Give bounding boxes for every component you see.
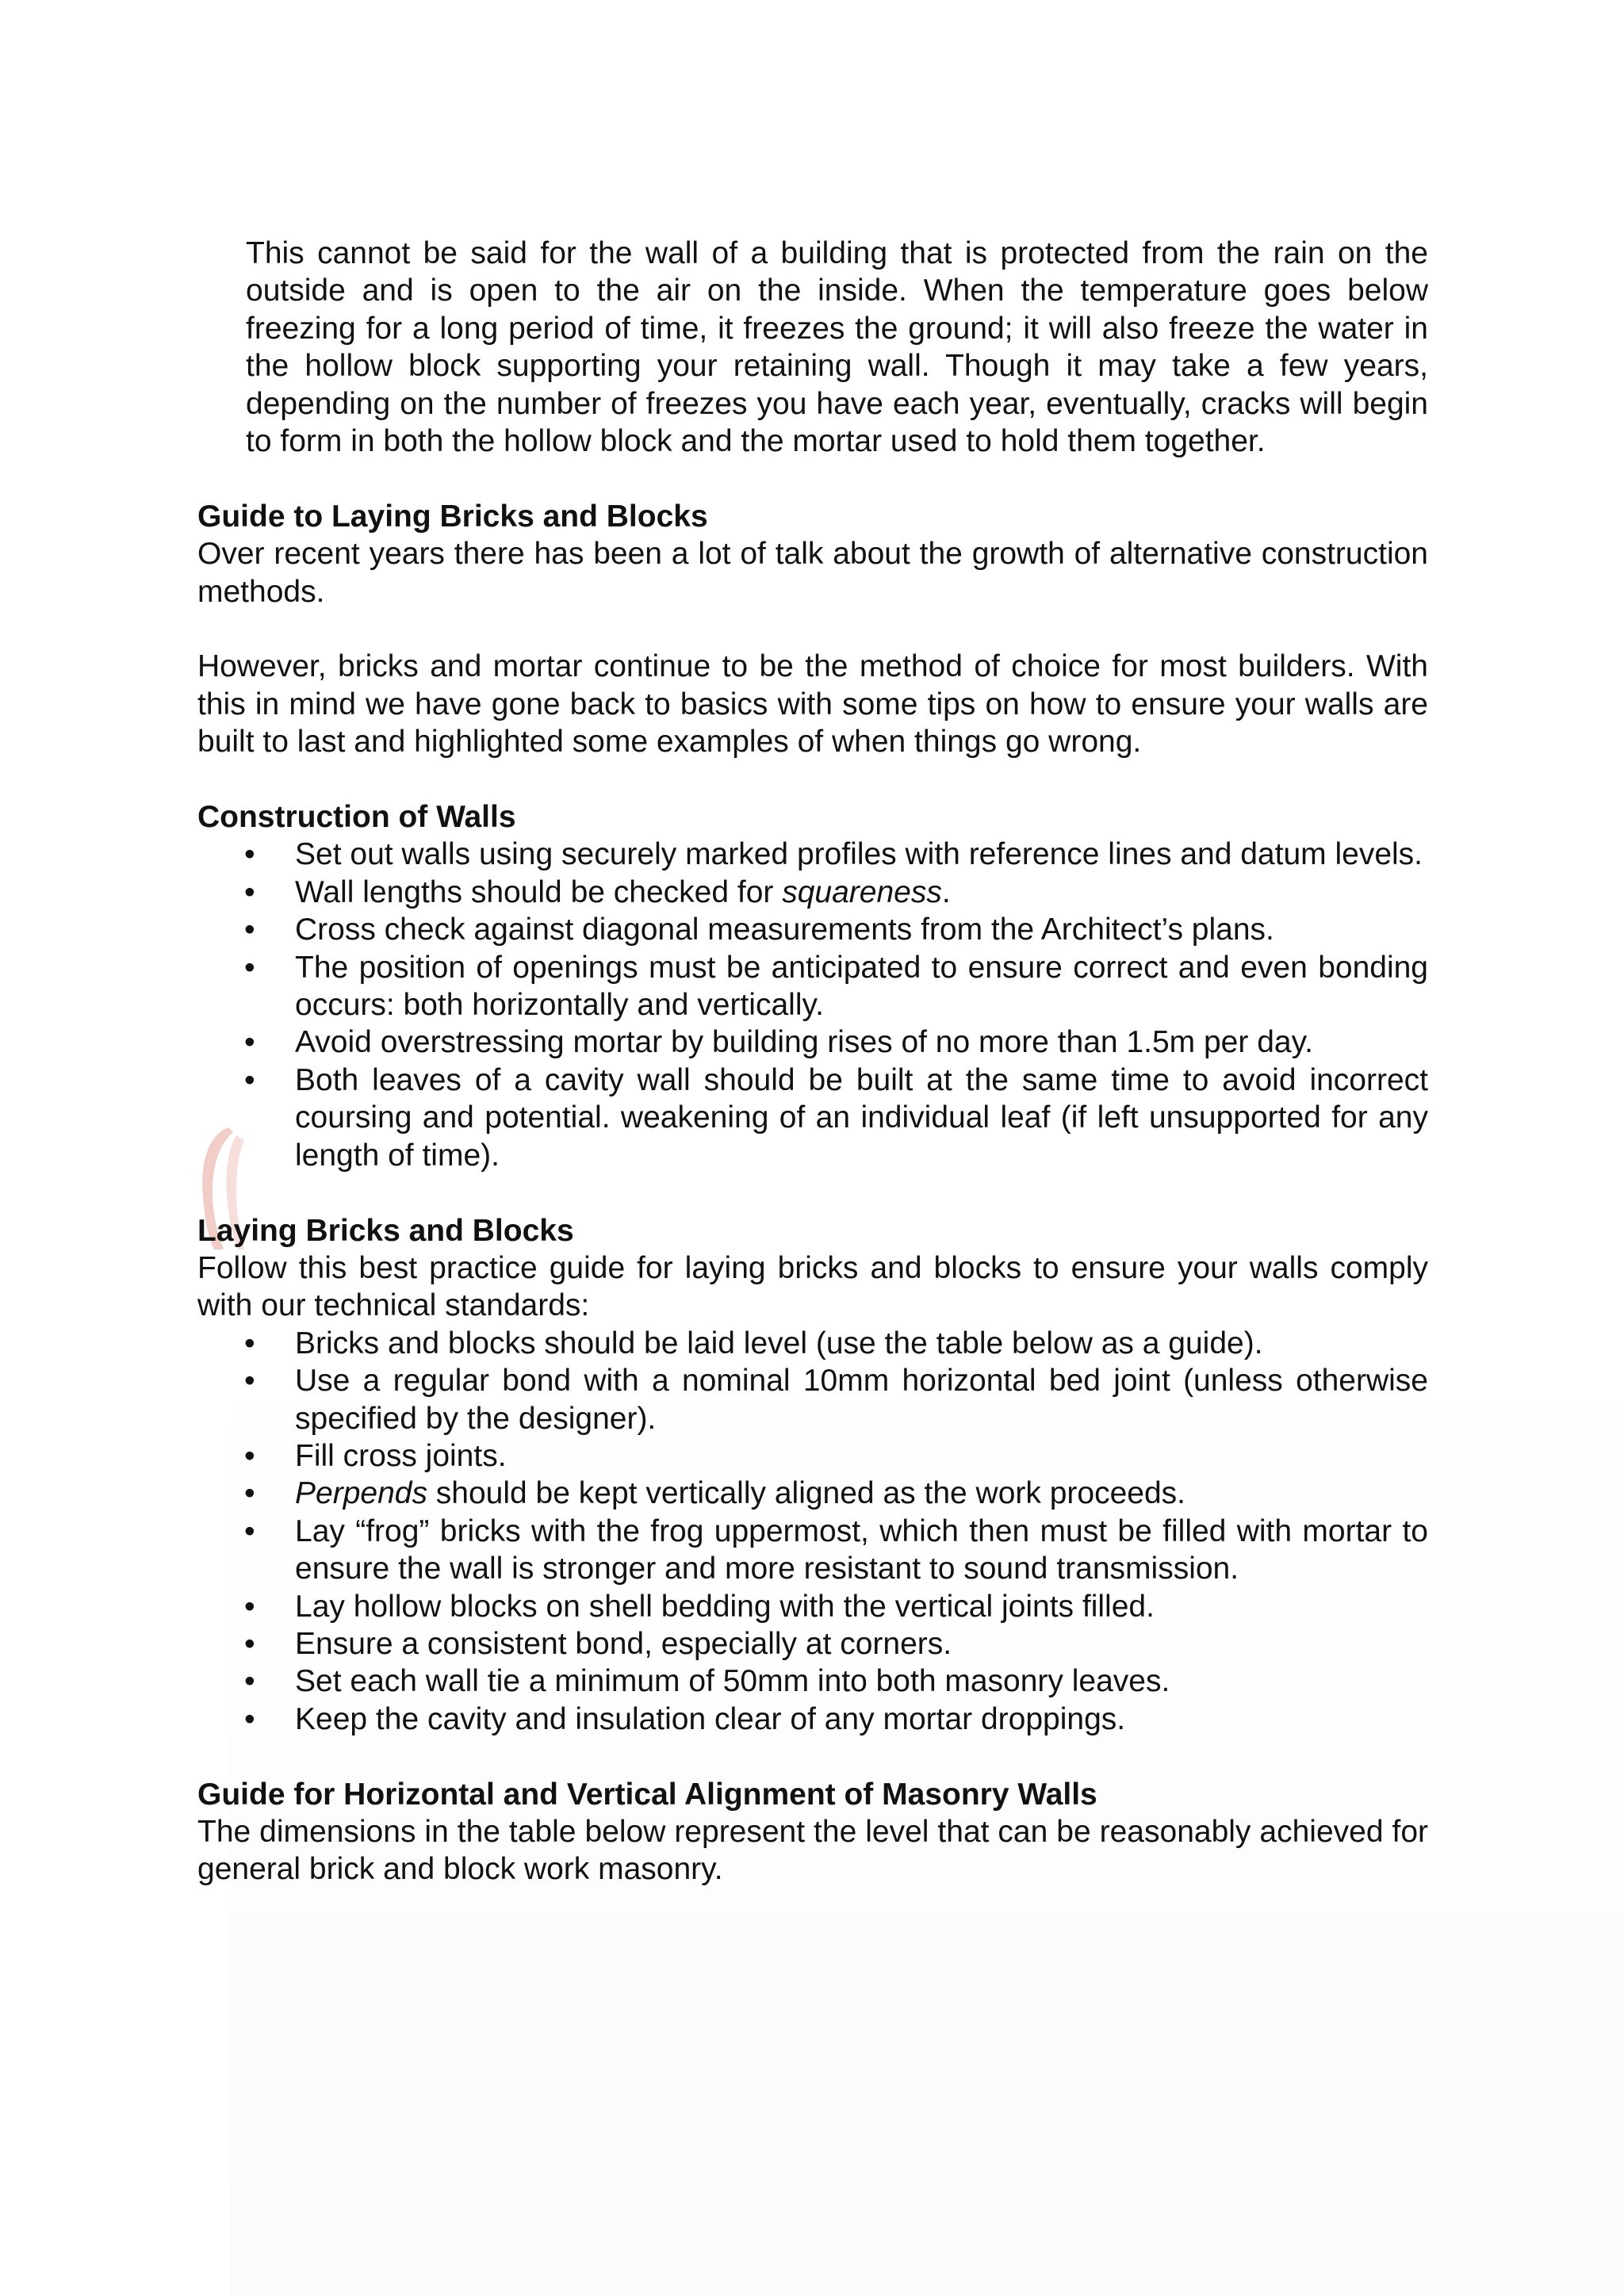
bullet-icon: •	[244, 950, 255, 985]
bullet-icon: •	[244, 1513, 255, 1548]
list-item: • Set each wall tie a minimum of 50mm into both masonry leaves.	[295, 1663, 1428, 1700]
laying-list	[197, 1325, 1428, 1738]
bullet-icon: •	[244, 1664, 255, 1699]
bullet-icon: •	[244, 1589, 255, 1624]
laying-heading: Laying Bricks and Blocks	[197, 1213, 574, 1248]
bullet-icon: •	[244, 1476, 255, 1511]
intro-paragraph: This cannot be said for the wall of a building that is protected from the rain on the outside and is open to the air on the inside. When the temperature goes below freezing for a long period of time, it freezes the ground; it will also freeze the water in the hollow block supporting your retaining wall. Though it may take a few years, depending on the number of freezes you have each year, eventually, cracks will begin to form in both the hollow block and the mortar used to hold them together.	[246, 236, 1428, 459]
list-item: • The position of openings must be anticipated to ensure correct and even bonding occurs: both horizontally and vertically.	[244, 950, 1428, 1023]
bullet-icon: •	[244, 1326, 255, 1360]
list-item: • Use a regular bond with a nominal 10mm horizontal bed joint (unless otherwise specified by the designer).	[244, 1364, 1428, 1436]
bullet-icon: •	[244, 1701, 255, 1736]
document-body	[197, 235, 1428, 1888]
list-item: • Ensure a consistent bond, especially at corners.	[295, 1625, 1428, 1663]
emphasis-text: Perpends	[295, 1476, 427, 1511]
bullet-icon: •	[244, 1364, 255, 1399]
bullet-icon: •	[244, 913, 255, 947]
laying-intro: Follow this best practice guide for laying bricks and blocks to ensure your walls comply with our technical standards:	[197, 1250, 1428, 1323]
list-item: • Both leaves of a cavity wall should be built at the same time to avoid incorrect coursing and potential. weakening of an individual leaf (if left unsupported for any length of time).	[244, 1062, 1428, 1173]
list-item: • Avoid overstressing mortar by building rises of no more than 1.5m per day.	[295, 1024, 1428, 1061]
guide-heading: Guide to Laying Bricks and Blocks	[197, 499, 708, 534]
bullet-icon: •	[244, 837, 255, 872]
list-item: • Perpends should be kept vertically aligned as the work proceeds.	[295, 1475, 1428, 1512]
list-item: • Lay hollow blocks on shell bedding with the vertical joints filled.	[295, 1588, 1428, 1625]
list-item: • Cross check against diagonal measurements from the Architect’s plans.	[295, 911, 1428, 948]
bullet-icon: •	[244, 874, 255, 909]
bullet-icon: •	[244, 1062, 255, 1097]
guide-paragraph-1: Over recent years there has been a lot of talk about the growth of alternative construction methods.	[197, 537, 1428, 609]
bullet-icon: •	[244, 1025, 255, 1060]
alignment-paragraph: The dimensions in the table below represent the level that can be reasonably achieved for general brick and block work masonry.	[197, 1814, 1428, 1887]
guide-paragraph-2: However, bricks and mortar continue to be the method of choice for most builders. With this in mind we have gone back to basics with some tips on how to ensure your walls are built to last and highlighted some examples of when things go wrong.	[197, 649, 1428, 760]
list-item: • Keep the cavity and insulation clear of any mortar droppings.	[295, 1701, 1428, 1738]
emphasis-text: squareness	[782, 874, 942, 909]
alignment-heading: Guide for Horizontal and Vertical Alignment of Masonry Walls	[197, 1777, 1097, 1812]
bullet-icon: •	[244, 1626, 255, 1661]
list-item: • Lay “frog” bricks with the frog uppermost, which then must be filled with mortar to ensure the wall is stronger and more resistant to sound transmission.	[244, 1513, 1428, 1586]
list-item: • Set out walls using securely marked profiles with reference lines and datum levels.	[295, 836, 1428, 873]
bullet-icon: •	[244, 1438, 255, 1473]
list-item: • Fill cross joints.	[295, 1437, 1428, 1475]
list-item: • Bricks and blocks should be laid level (use the table below as a guide).	[295, 1325, 1428, 1362]
construction-list	[197, 836, 1428, 1174]
list-item: • Wall lengths should be checked for squareness.	[295, 874, 1428, 911]
construction-heading: Construction of Walls	[197, 800, 516, 835]
